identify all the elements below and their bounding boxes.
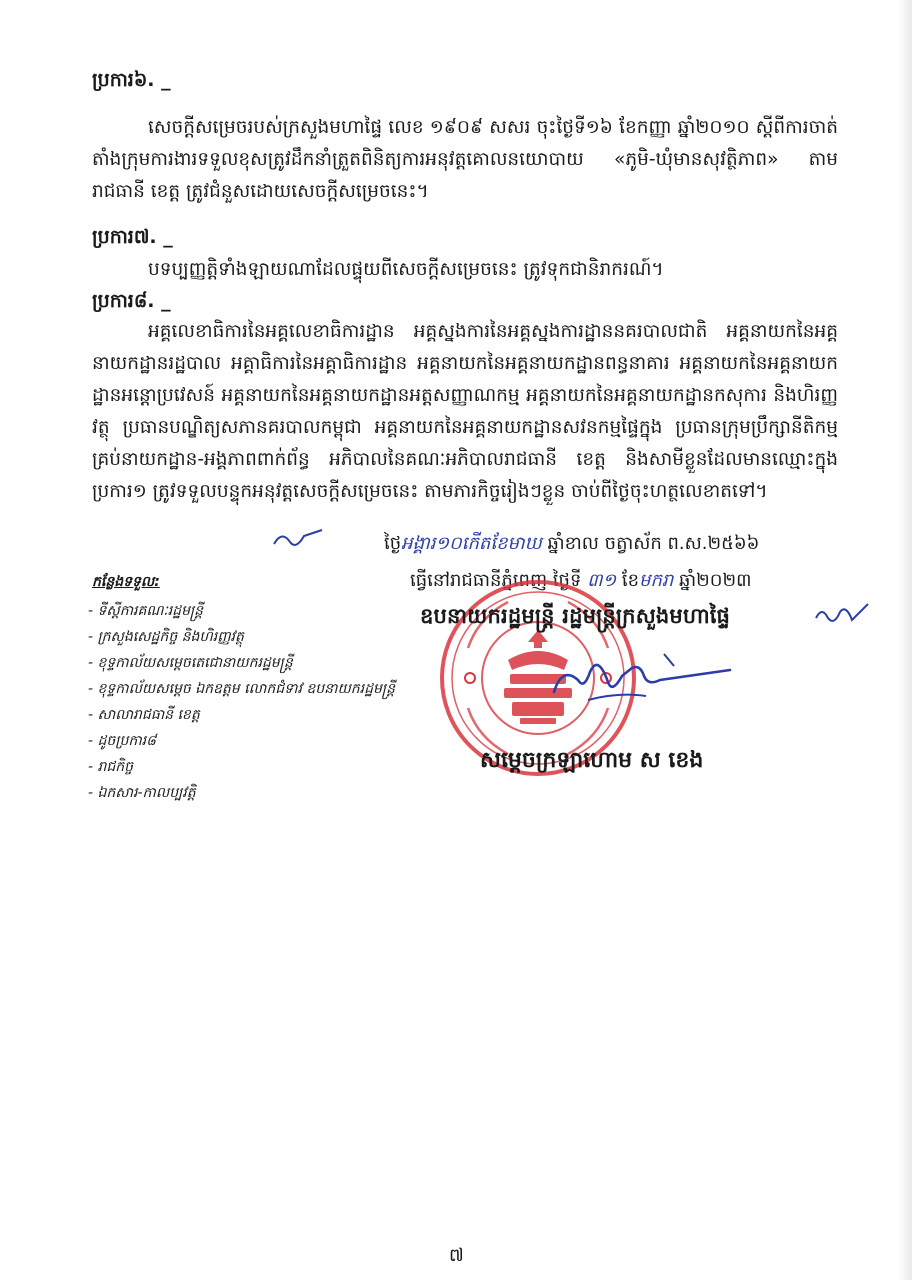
article-6-text: សេចក្ដីសម្រេចរបស់ក្រសួងមហាផ្ទៃ លេខ ១៩០៩ សសរ ចុះថ្ងៃទី១៦ ខែកញ្ញា ឆ្នាំ២០១០ ស្ដីពីការចាត់តាំងក្រុមការងារទទួលខុសត្រូវដឹកនាំត្រួតពិនិត្យការអនុវត្តគោលនយោបាយ «ភូមិ-ឃុំមានសុវត្ថិភាព» តាមរាជធានី ខេត្ត ត្រូវជំនួសដោយសេចក្ដីសម្រេចនេះ។: [92, 117, 838, 202]
article-8-heading: ប្រការ៨. _: [92, 290, 171, 312]
signer-initial-icon: [812, 600, 872, 630]
place-date-month-label: ខែ: [621, 570, 640, 591]
list-item: - រាជកិច្ច: [88, 759, 134, 775]
place-date-prefix: ធ្វើនៅរាជធានីភ្នំពេញ ថ្ងៃទី: [410, 570, 582, 591]
page-number: ៧: [449, 1245, 464, 1266]
margin-initial-icon: [270, 524, 330, 554]
list-item: - ទីស្ដីការគណៈរដ្ឋមន្ត្រី: [88, 603, 204, 619]
article-8-text: អគ្គលេខាធិការនៃអគ្គលេខាធិការដ្ឋាន អគ្គស្នងការនៃអគ្គស្នងការដ្ឋាននគរបាលជាតិ អគ្គនាយកនៃអគ្គនាយកដ្ឋានរដ្ឋបាល អគ្គាធិការនៃអគ្គាធិការដ្ឋាន អគ្គនាយកនៃអគ្គនាយកដ្ឋានពន្ធនាគារ អគ្គនាយកនៃអគ្គនាយកដ្ឋានអន្តោប្រវេសន៍ អគ្គនាយកនៃអគ្គនាយកដ្ឋានអត្តសញ្ញាណកម្ម អគ្គនាយកនៃអគ្គនាយកដ្ឋានកសុការ និងហិរញ្ញវត្ថុ ប្រធានបណ្ឌិត្យសភានគរបាលកម្ពុជា អគ្គនាយកនៃអគ្គនាយកដ្ឋានសវនកម្មផ្ទៃក្នុង ប្រធានក្រុមប្រឹក្សានីតិកម្ម គ្រប់នាយកដ្ឋាន-អង្គភាពពាក់ព័ន្ធ អភិបាលនៃគណៈអភិបាលរាជធានី ខេត្ត និងសាមីខ្លួនដែលមានឈ្មោះក្នុងប្រការ១ ត្រូវទទួលបន្ទុកអនុវត្តសេចក្ដីសម្រេចនេះ តាមភារកិច្ចរៀងៗខ្លួន ចាប់ពីថ្ងៃចុះហត្ថលេខាតទៅ។: [92, 321, 838, 502]
place-date-month: មករា: [639, 570, 674, 591]
list-item: - ក្រសួងសេដ្ឋកិច្ច និងហិរញ្ញវត្ថុ: [88, 629, 244, 645]
page-edge-shadow: [898, 0, 912, 1280]
article-7-heading: ប្រការ៧. _: [92, 226, 173, 248]
lunar-date-suffix: ឆ្នាំខាល ចត្វាស័ក ព.ស.២៥៦៦: [547, 533, 760, 554]
lunar-date-line: [384, 531, 759, 558]
article-6-heading: ប្រការ៦. _: [92, 69, 171, 91]
signature-icon: [548, 646, 734, 710]
list-item: - ខុទ្ទកាល័យសម្ដេច ឯកឧត្ដម លោកជំទាវ ឧបនាយករដ្ឋមន្ត្រី: [88, 681, 395, 697]
list-item: - ឯកសារ-កាលប្បវត្តិ: [88, 785, 196, 801]
list-item: - ដូចប្រការ៨: [88, 733, 157, 749]
signer-name: សម្ដេចក្រឡាហោម ស ខេង: [480, 748, 704, 773]
cc-title: កន្លែងទទួល:: [92, 574, 160, 590]
cc-list: [88, 598, 395, 806]
article-7-text: បទប្បញ្ញត្តិទាំងឡាយណាដែលផ្ទុយពីសេចក្ដីសម្រេចនេះ ត្រូវទុកជានិរាករណ៍។: [148, 259, 664, 280]
signer-title: ឧបនាយករដ្ឋមន្ត្រី រដ្ឋមន្ត្រីក្រសួងមហាផ្ទៃ: [420, 604, 731, 628]
list-item: - ខុទ្ទកាល័យសម្ដេចតេជោនាយករដ្ឋមន្ត្រី: [88, 655, 293, 671]
lunar-date-handwritten: អង្គារ១០កើតខែមាឃ: [401, 533, 542, 554]
list-item: - សាលារាជធានី ខេត្ត: [88, 707, 200, 723]
place-date-day: ៣១: [587, 570, 617, 591]
lunar-date-prefix: ថ្ងៃ: [384, 533, 402, 554]
place-date-year: ឆ្នាំ២០២៣: [679, 570, 752, 591]
